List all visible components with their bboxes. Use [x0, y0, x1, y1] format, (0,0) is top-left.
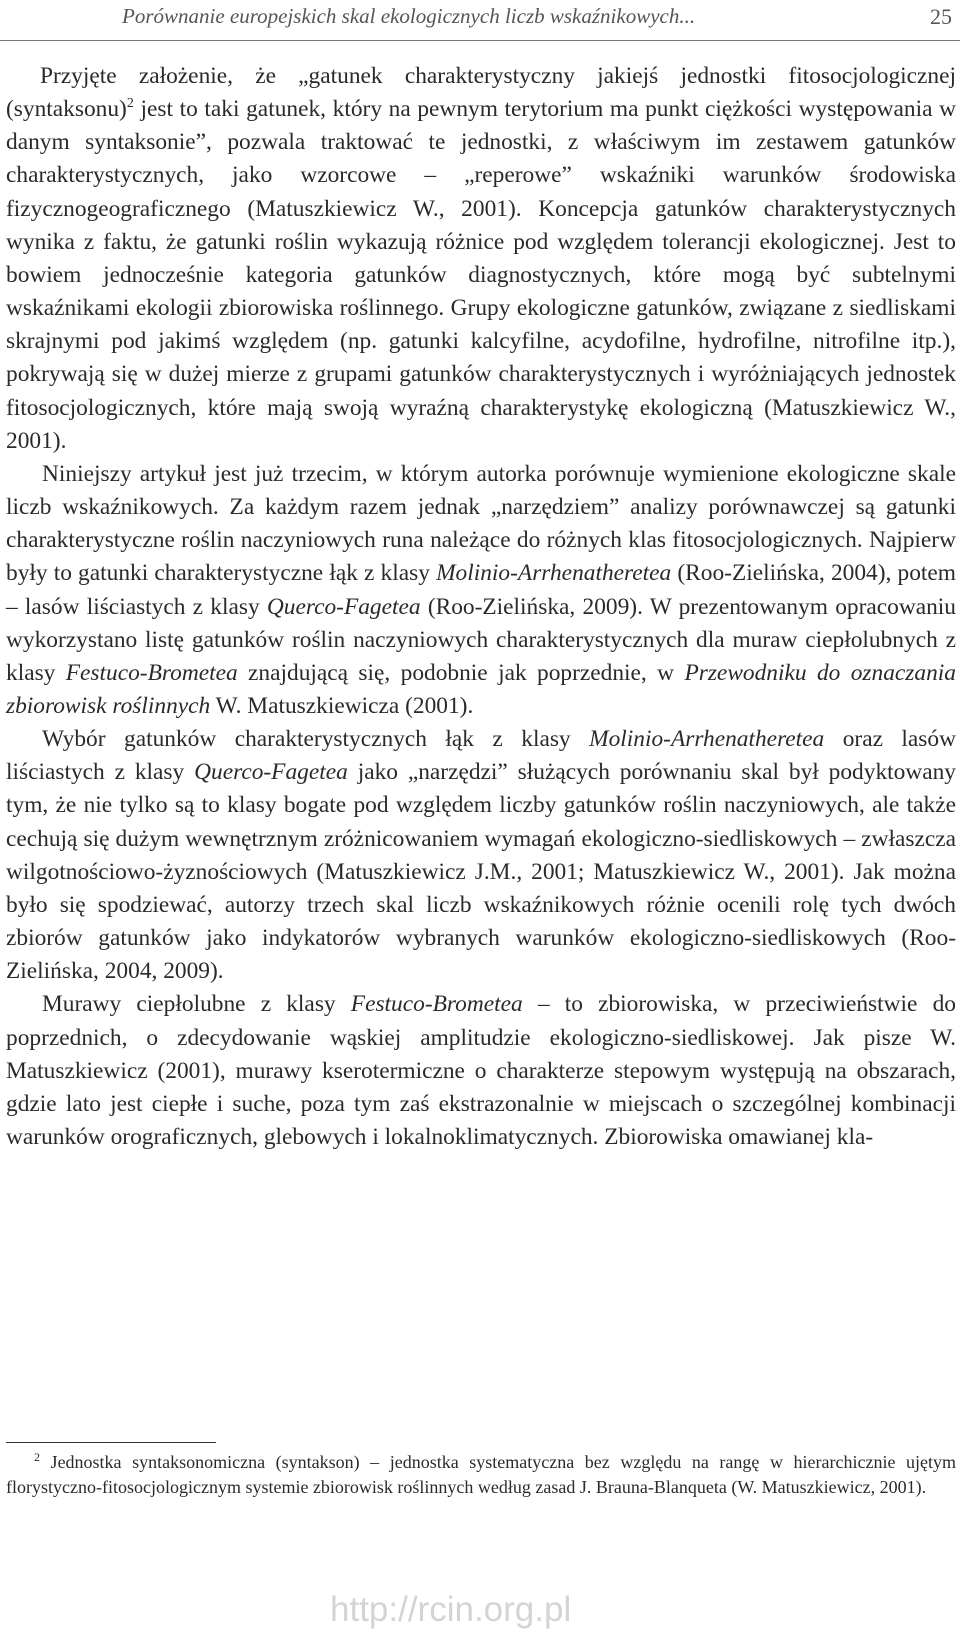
paragraph-1 — [6, 60, 956, 458]
body-text — [6, 60, 956, 1154]
paragraph-2-text-5: W. Matuszkiewicza (2001). — [210, 692, 474, 719]
paragraph-2-text-4: znajdującą się, podobnie jak poprzednie, w — [237, 659, 685, 686]
footnote — [6, 1450, 956, 1500]
paragraph-2-text-3: (Roo-Zielińska, 2009). W prezentowanym opracowaniu wykorzystano listę gatunków roślin naczyniowych charakterystycznych dla muraw ciepłolubnych z klasy — [6, 593, 956, 686]
paragraph-1-text-1: Przyjęte założenie, że „gatunek charakterystyczny jakiejś jednostki fitosocjologicznej (syntaksonu) — [6, 63, 956, 123]
paragraph-3-text-3: jako „narzędzi” służących porównaniu skal był podyktowany tym, że nie tylko są to klasy bogate pod względem liczby gatunków roślin naczyniowych, ale także cechują się dużym wewnętrznym zróżnicowaniem wymagań ekologiczno-siedliskowych – zwłaszcza wilgotnościowo-żyznościowych (Matuszkiewicz J.M., 2001; Matuszkiewicz W., 2001). Jak można było się spodziewać, autorzy trzech skal liczb wskaźnikowych różnie ocenili rolę tych dwóch zbiorów gatunków jako indykatorów wybranych warunków ekologiczno-siedliskowych (Roo-Zielińska, 2004, 2009). — [6, 759, 956, 985]
paragraph-4 — [6, 988, 956, 1154]
taxon-molinio-arrhenatheretea: Molinio-Arrhenatheretea — [436, 560, 672, 587]
page-number: 25 — [930, 4, 952, 29]
taxon-festuco-brometea: Festuco-Brometea — [350, 991, 523, 1018]
paragraph-3 — [6, 723, 956, 988]
paragraph-1-text-2: jest to taki gatunek, który na pewnym terytorium ma punkt ciężkości występowania w danym syntaksonie”, pozwala traktować te jednostki, z właściwym im zestawem gatunków charakterystycznych, jako wzorcowe – „reperowe” wskaźniki warunków środowiska fizycznogeograficznego (Matuszkiewicz W., 2001). Koncepcja gatunków charakterystycznych wynika z faktu, że gatunki roślin wykazują różnice pod względem tolerancji ekologicznej. Jest to bowiem jednocześnie kategoria gatunków diagnostycznych, które mogą być subtelnymi wskaźnikami ekologii zbiorowiska roślinnego. Grupy ekologiczne gatunków, związane z siedliskami skrajnymi pod jakimś względem (np. gatunki kalcyfilne, acydofilne, hydrofilne, nitrofilne itp.), pokrywają się w dużej mierze z grupami gatunków charakterystycznych i wyróżniających jednostek fitosocjologicznych, które mają swoją wyraźną charakterystykę ekologiczną (Matuszkiewicz W., 2001). — [6, 96, 956, 454]
paragraph-3-text-2: oraz lasów liściastych z klasy — [6, 726, 956, 786]
running-head — [0, 0, 960, 41]
taxon-festuco-brometea: Festuco-Brometea — [65, 659, 238, 686]
paragraph-2-text-1: Niniejszy artykuł jest już trzecim, w którym autorka porównuje wymienione ekologiczne skale liczb wskaźnikowych. Za każdym razem jednak „narzędziem” analizy porównawczej są gatunki charakterystyczne roślin naczyniowych runa należące do różnych klas fitosocjologicznych. Najpierw były to gatunki charakterystyczne łąk z klasy — [6, 460, 956, 587]
paragraph-4-text-2: – to zbiorowiska, w przeciwieństwie do poprzednich, o zdecydowanie wąskiej amplitudzie ekologiczno-siedliskowej. Jak pisze W. Matuszkiewicz (2001), murawy kserotermiczne o charakterze stepowym występują na obszarach, gdzie lato jest ciepłe i suche, poza tym zaś ekstrazonalnie w miejscach o szczególnej kombinacji warunków orograficznych, glebowych i lokalnoklimatycznych. Zbiorowiska omawianej kla- — [6, 991, 956, 1150]
footnote-rule — [6, 1442, 216, 1443]
paragraph-2 — [6, 458, 956, 723]
paragraph-2-text-2: (Roo-Zielińska, 2004), potem – lasów liściastych z klasy — [6, 560, 956, 620]
cited-book-title: Przewodniku do oznaczania zbiorowisk roślinnych — [6, 659, 956, 719]
footnote-text: Jednostka syntaksonomiczna (syntakson) – jednostka systematyczna bez względu na rangę w hierarchicznie ujętym florystyczno-fitosocjologicznym systemie zbiorowisk roślinnych według zasad J. Brauna-Blanqueta (W. Matuszkiewicz, 2001). — [6, 1452, 956, 1497]
taxon-querco-fagetea: Querco-Fagetea — [266, 593, 421, 620]
taxon-molinio-arrhenatheretea: Molinio-Arrhenatheretea — [589, 726, 825, 753]
watermark: http://rcin.org.pl — [330, 1590, 572, 1629]
taxon-querco-fagetea: Querco-Fagetea — [194, 759, 348, 786]
paragraph-3-text-1: Wybór gatunków charakterystycznych łąk z klasy — [42, 726, 590, 753]
paragraph-4-text-1: Murawy ciepłolubne z klasy — [42, 991, 351, 1018]
footnote-marker: 2 — [34, 1450, 40, 1464]
running-head-title: Porównanie europejskich skal ekologicznych liczb wskaźnikowych... — [122, 4, 696, 28]
footnote-ref-2: 2 — [126, 96, 134, 112]
